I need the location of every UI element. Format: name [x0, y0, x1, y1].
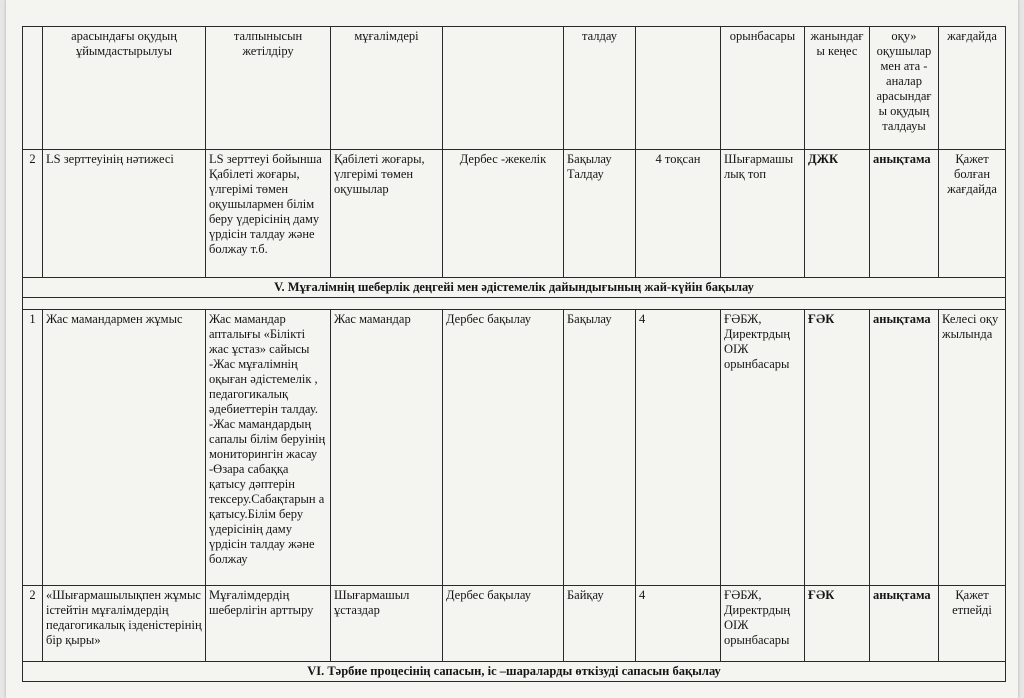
row-review: ҒӘК [805, 586, 870, 662]
section-6-row [23, 662, 1006, 682]
row-result: анықтама [870, 586, 939, 662]
row-goal: LS зерттеуі бойынша Қабілеті жоғары, үлгерімі төмен оқушылармен білім беру үдерісінің даму үрдісін талдау және болжау т.б. [206, 150, 331, 278]
row-review: ДЖК [805, 150, 870, 278]
header-cell-1 [23, 27, 43, 150]
row-type: Дербес -жекелік [443, 150, 564, 278]
header-cell-9: жанындағ ы кеңес [805, 27, 870, 150]
section-5-title: V. Мұғалімнің шеберлік деңгейі мен әдістемелік дайындығының жай-күйін бақылау [23, 278, 1006, 298]
row-responsible: Шығармашы лық топ [721, 150, 805, 278]
header-cell-5 [443, 27, 564, 150]
row-review: ҒӘК [805, 310, 870, 586]
gap-cell [23, 298, 1006, 310]
gap-band [23, 298, 1006, 310]
row-period: 4 [636, 586, 721, 662]
row-number: 2 [23, 150, 43, 278]
row-type: Дербес бақылау [443, 586, 564, 662]
row-period: 4 [636, 310, 721, 586]
row-object: Жас мамандар [331, 310, 443, 586]
row-followup: Қажет етпейді [939, 586, 1006, 662]
row-number: 2 [23, 586, 43, 662]
row-result: анықтама [870, 150, 939, 278]
header-cell-4: мұғалімдері [331, 27, 443, 150]
row-object: Қабілеті жоғары, үлгерімі төмен оқушылар [331, 150, 443, 278]
table-row [23, 310, 1006, 586]
row-method: Бақылау Талдау [564, 150, 636, 278]
row-responsible: ҒӘБЖ, Директрдың ОІЖ орынбасары [721, 586, 805, 662]
document-page [6, 0, 1018, 698]
row-goal: Мұғалімдердің шеберлігін арттыру [206, 586, 331, 662]
row-responsible: ҒӘБЖ, Директрдың ОІЖ орынбасары [721, 310, 805, 586]
header-cell-2: арасындағы оқудың ұйымдастырылуы [43, 27, 206, 150]
row-number: 1 [23, 310, 43, 586]
row-method: Бақылау [564, 310, 636, 586]
control-plan-table [22, 26, 1006, 682]
row-name: «Шығармашылықпен жұмыс істейтін мұғалімдердің педагогикалық ізденістерінің бір қыры» [43, 586, 206, 662]
row-type: Дербес бақылау [443, 310, 564, 586]
header-row [23, 27, 1006, 150]
section-5-row [23, 278, 1006, 298]
row-result: анықтама [870, 310, 939, 586]
row-followup: Қажет болған жағдайда [939, 150, 1006, 278]
header-cell-11: жағдайда [939, 27, 1006, 150]
section-6-title: VI. Тәрбие процесінің сапасын, іс –шараларды өткізуді сапасын бақылау [23, 662, 1006, 682]
row-name: Жас мамандармен жұмыс [43, 310, 206, 586]
table-row [23, 150, 1006, 278]
header-cell-6: талдау [564, 27, 636, 150]
row-followup: Келесі оқу жылында [939, 310, 1006, 586]
row-period: 4 тоқсан [636, 150, 721, 278]
header-cell-8: орынбасары [721, 27, 805, 150]
table-row [23, 586, 1006, 662]
row-goal: Жас мамандар апталығы «Білікті жас ұстаз» сайысы -Жас мұғалімнің оқыған әдістемелік , педагогикалық әдебиеттерін талдау. -Жас мамандардың сапалы білім беруінің мониторингін жасау -Өзара сабаққа қатысу дәптерін тексеру.Сабақтарын а қатысу.Білім беру үдерісінің даму үрдісін талдау және болжау [206, 310, 331, 586]
header-cell-7 [636, 27, 721, 150]
row-method: Байқау [564, 586, 636, 662]
row-object: Шығармашыл ұстаздар [331, 586, 443, 662]
header-cell-3: талпынысын жетілдіру [206, 27, 331, 150]
row-name: LS зерттеуінің нәтижесі [43, 150, 206, 278]
header-cell-10: оқу» оқушылар мен ата - аналар арасындағ ы оқудың талдауы [870, 27, 939, 150]
